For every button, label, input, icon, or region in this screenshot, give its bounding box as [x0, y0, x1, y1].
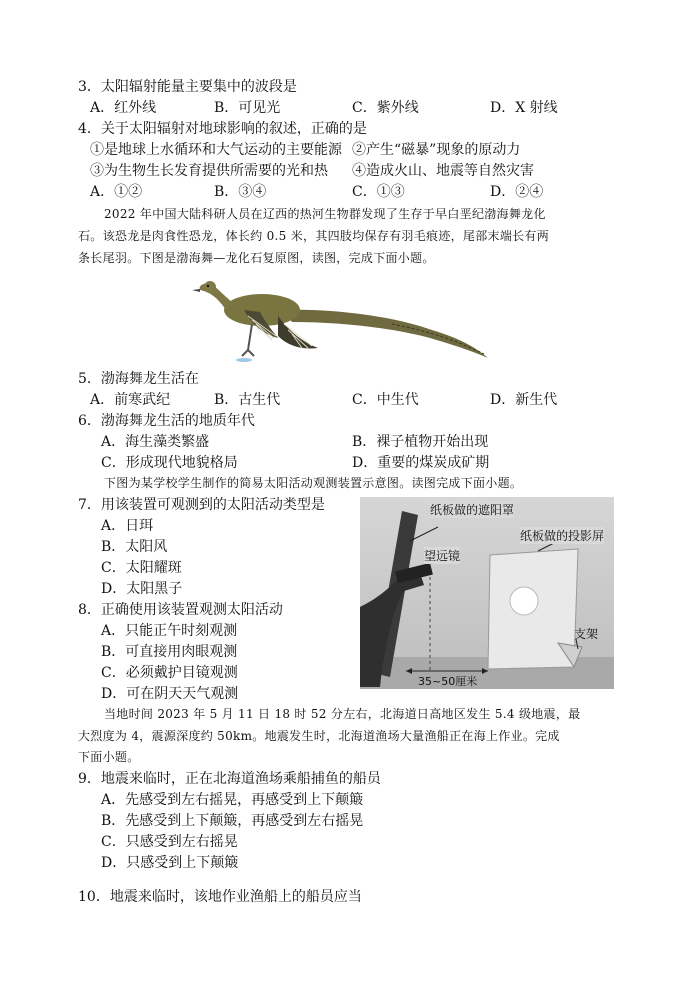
passage3-line3: 下面小题。 [78, 750, 140, 764]
dinosaur-fossil-restoration-image [192, 272, 492, 364]
q9-option-b: B．先感受到上下颠簸，再感受到左右摇晃 [101, 813, 364, 829]
q7-option-d: D．太阳黑子 [101, 581, 183, 597]
q4-stem: 4．关于太阳辐射对地球影响的叙述，正确的是 [78, 121, 367, 137]
label-shade-board: 纸板做的遮阳罩 [430, 503, 515, 517]
q8-option-c: C．必须戴护目镜观测 [101, 665, 238, 681]
q4-option-d: D．②④ [490, 184, 544, 200]
passage1-line3: 条长尾羽。下图是渤海舞—龙化石复原图，读图，完成下面小题。 [78, 251, 435, 265]
q5-option-b: B．古生代 [214, 392, 281, 408]
q4-statement-4: ④造成火山、地震等自然灾害 [352, 163, 534, 179]
q8-option-b: B．可直接用肉眼观测 [101, 644, 238, 660]
q5-stem: 5．渤海舞龙生活在 [78, 371, 199, 387]
q5-option-c: C．中生代 [352, 392, 419, 408]
label-distance: 35~50厘米 [418, 675, 478, 688]
q9-option-d: D．只感受到上下颠簸 [101, 855, 239, 871]
label-stand: 支架 [574, 627, 599, 641]
q6-stem: 6．渤海舞龙生活的地质年代 [78, 413, 255, 429]
q5-option-d: D．新生代 [490, 392, 558, 408]
q7-option-c: C．太阳耀斑 [101, 560, 182, 576]
q8-option-d: D．可在阴天天气观测 [101, 686, 239, 702]
label-telescope: 望远镜 [424, 549, 461, 563]
passage2: 下图为某学校学生制作的简易太阳活动观测装置示意图。读图完成下面小题。 [104, 476, 523, 490]
q4-statement-2: ②产生“磁暴”现象的原动力 [352, 142, 521, 158]
q4-option-c: C．①③ [352, 184, 405, 200]
q3-option-a: A．红外线 [90, 100, 157, 116]
q3-stem: 3．太阳辐射能量主要集中的波段是 [78, 79, 297, 95]
label-projection-screen: 纸板做的投影屏 [520, 529, 605, 543]
passage1-line1: 2022 年中国大陆科研人员在辽西的热河生物群发现了生存于早白垩纪渤海舞龙化 [104, 207, 546, 221]
passage1-line2: 石。该恐龙是肉食性恐龙，体长约 0.5 米，其四肢均保存有羽毛痕迹，尾部末端长有两 [78, 229, 550, 243]
q3-option-d: D．X 射线 [490, 100, 558, 116]
q3-option-b: B．可见光 [214, 100, 281, 116]
q9-option-c: C．只感受到左右摇晃 [101, 834, 238, 850]
q6-option-b: B．裸子植物开始出现 [352, 434, 489, 450]
q9-option-a: A．先感受到左右摇晃，再感受到上下颠簸 [101, 792, 364, 808]
q4-statement-1: ①是地球上水循环和大气运动的主要能源 [90, 142, 342, 158]
q7-stem: 7．用该装置可观测到的太阳活动类型是 [78, 497, 325, 513]
q4-statement-3: ③为生物生长发育提供所需要的光和热 [90, 163, 328, 179]
q8-stem: 8．正确使用该装置观测太阳活动 [78, 602, 283, 618]
q6-option-a: A．海生藻类繁盛 [101, 434, 210, 450]
passage3-line2: 大烈度为 4，震源深度约 50km。地震发生时，北海道渔场大量渔船正在海上作业。完成 [78, 729, 560, 743]
q9-stem: 9．地震来临时，正在北海道渔场乘船捕鱼的船员 [78, 771, 381, 787]
q7-option-a: A．日珥 [101, 518, 154, 534]
q7-option-b: B．太阳风 [101, 539, 168, 555]
q6-option-d: D．重要的煤炭成矿期 [352, 455, 490, 471]
solar-observation-device-image [360, 497, 614, 689]
q5-option-a: A．前寒武纪 [90, 392, 171, 408]
q3-option-c: C．紫外线 [352, 100, 419, 116]
passage3-line1: 当地时间 2023 年 5 月 11 日 18 时 52 分左右，北海道日高地区发生 5.4 级地震，最 [104, 707, 581, 721]
q8-option-a: A．只能正午时刻观测 [101, 623, 238, 639]
q6-option-c: C．形成现代地貌格局 [101, 455, 238, 471]
q4-option-b: B．③④ [214, 184, 267, 200]
q10-stem: 10．地震来临时，该地作业渔船上的船员应当 [78, 889, 362, 905]
q4-option-a: A．①② [90, 184, 143, 200]
